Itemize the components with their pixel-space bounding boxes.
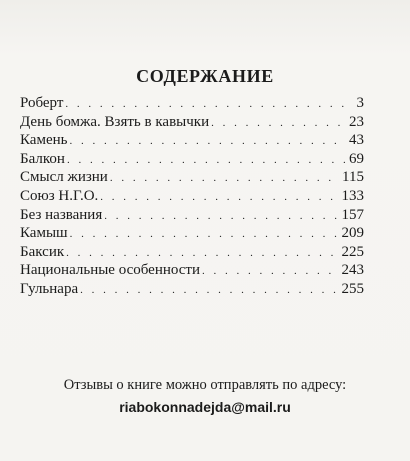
toc-entry-title: Балкон: [20, 150, 65, 167]
toc-entry: [20, 280, 364, 299]
dot-leader: [70, 225, 339, 244]
toc-entry-title: Камыш: [20, 225, 68, 242]
table-of-contents: [20, 94, 364, 299]
dot-leader: [110, 169, 339, 188]
toc-entry-page: 225: [341, 243, 364, 260]
toc-entry-page: 255: [341, 280, 364, 297]
dot-leader: [100, 188, 338, 207]
dot-leader: [65, 95, 351, 114]
dot-leader: [104, 207, 338, 226]
dot-leader: [211, 114, 346, 133]
toc-entry-page: 115: [342, 169, 364, 186]
toc-entry-page: 133: [341, 187, 364, 204]
toc-entry-page: 243: [341, 262, 364, 279]
dot-leader: [69, 132, 346, 151]
toc-entry-page: 157: [341, 206, 364, 223]
toc-entry-page: 69: [349, 150, 364, 167]
page-title: СОДЕРЖАНИЕ: [136, 66, 274, 86]
toc-entry-page: 43: [349, 132, 364, 149]
toc-entry-title: Смысл жизни: [20, 169, 108, 186]
toc-entry-title: Гульнара: [20, 280, 79, 297]
toc-entry: [20, 243, 364, 262]
toc-entry: [20, 224, 364, 243]
feedback-note: [0, 374, 410, 418]
email-address: riabokonnadejda@mail.ru: [119, 399, 291, 415]
dot-leader: [67, 151, 346, 170]
toc-entry-title: Союз Н.Г.О.: [20, 187, 99, 204]
dot-leader: [80, 281, 338, 300]
toc-entry: [20, 168, 364, 187]
toc-entry: [20, 113, 364, 132]
toc-entry-title: День бомжа. Взять в кавычки: [20, 113, 210, 130]
toc-entry-title: Баксик: [20, 243, 65, 260]
toc-entry-page: 3: [356, 95, 364, 111]
dot-leader: [202, 262, 339, 281]
toc-entry: [20, 94, 364, 113]
dot-leader: [66, 244, 338, 263]
toc-entry-title: Национальные особенности: [20, 262, 200, 279]
toc-entry-page: 23: [349, 113, 364, 130]
toc-entry: [20, 261, 364, 280]
toc-entry: [20, 131, 364, 150]
feedback-text: Отзывы о книге можно отправлять по адресу:: [63, 377, 347, 393]
toc-entry-title: Без названия: [20, 206, 103, 223]
toc-entry: [20, 206, 364, 225]
toc-entry: [20, 187, 364, 206]
toc-entry-title: Роберт: [20, 95, 64, 111]
toc-entry-page: 209: [341, 225, 364, 242]
show-through-text: [170, 0, 370, 20]
toc-entry: [20, 150, 364, 169]
toc-entry-title: Камень: [20, 132, 68, 149]
